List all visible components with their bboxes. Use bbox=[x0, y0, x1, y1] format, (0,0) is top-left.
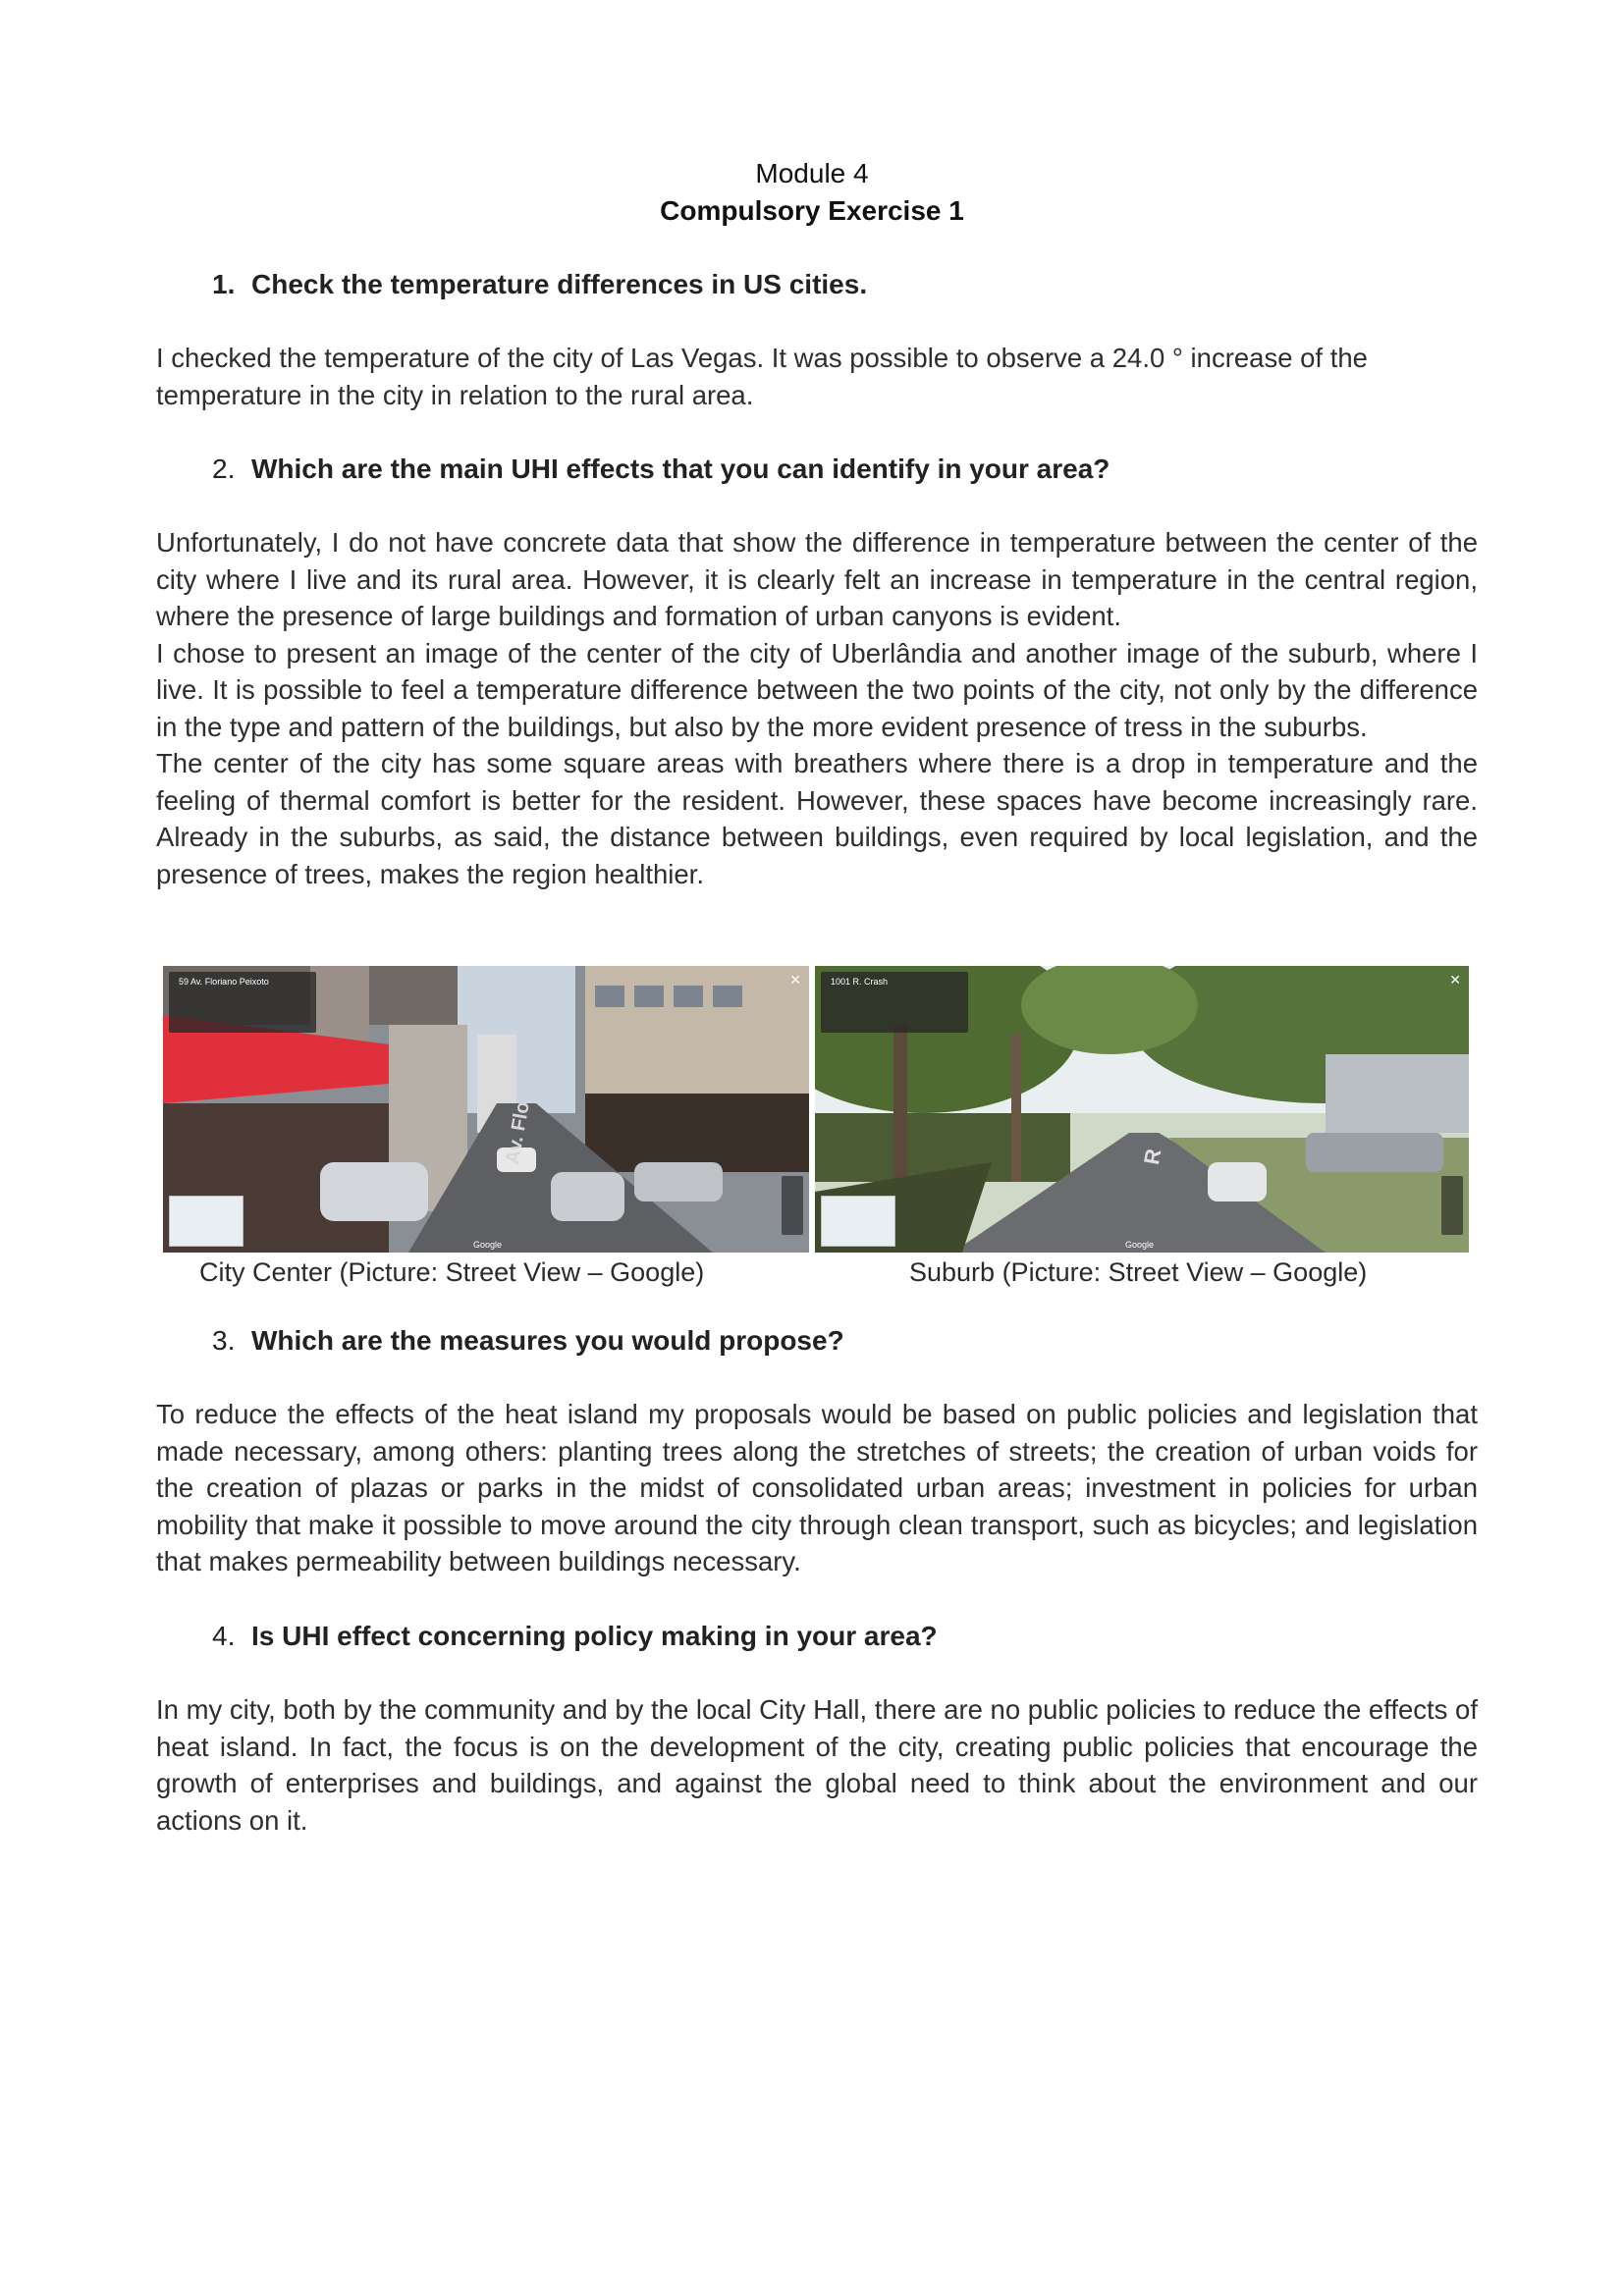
question-3-number: 3. bbox=[212, 1325, 236, 1356]
answer-4 bbox=[156, 1691, 1478, 1839]
answer-2-paragraph-1: Unfortunately, I do not have concrete data that show the difference in temperature between the center of the city where I live and its rural area. However, it is clearly felt an increase in temperature in the central region, where the presence of large buildings and formation of urban canyons is evident. bbox=[156, 527, 1478, 631]
exercise-title: Compulsory Exercise 1 bbox=[660, 195, 964, 226]
question-4-number: 4. bbox=[212, 1621, 236, 1651]
question-2-title: Which are the main UHI effects that you can identify in your area? bbox=[251, 454, 1110, 484]
question-1-number: 1. bbox=[212, 269, 236, 299]
street-view-info-panel bbox=[169, 972, 316, 1033]
google-logo: Google bbox=[1125, 1240, 1155, 1250]
street-label: R bbox=[1139, 1147, 1166, 1167]
answer-4-paragraph: In my city, both by the community and by the local City Hall, there are no public policies to reduce the effects of heat island. In fact, the focus is on the development of the city, creating public policies that encourage the growth of enterprises and buildings, and against the global need to think about the environment and our actions on it. bbox=[156, 1694, 1478, 1836]
question-4-heading bbox=[212, 1618, 938, 1655]
google-logo: Google bbox=[473, 1240, 503, 1250]
answer-3-paragraph: To reduce the effects of the heat island my proposals would be based on public policies and legislation that made necessary, among others: planting trees along the stretches of streets; the creation of urban voids for the creation of plazas or parks in the midst of consolidated urban areas; investment in policies for urban mobility that make it possible to move around the city through clean transport, such as bicycles; and legislation that makes permeability between buildings necessary. bbox=[156, 1399, 1478, 1576]
question-1-title: Check the temperature differences in US cities. bbox=[251, 269, 868, 299]
close-icon: ✕ bbox=[1449, 972, 1461, 988]
street-label: Av. Flo bbox=[502, 1099, 534, 1166]
zoom-controls-icon bbox=[782, 1176, 803, 1235]
question-4-title: Is UHI effect concerning policy making in your area? bbox=[251, 1621, 938, 1651]
answer-2-paragraph-2: I chose to present an image of the center of the city of Uberlândia and another image of the suburb, where I live. It is possible to feel a temperature difference between the two points of the city, not only by the difference in the type and pattern of the buildings, but also by the more evident presence of tress in the suburbs. bbox=[156, 637, 1478, 742]
zoom-controls-icon bbox=[1441, 1176, 1463, 1235]
question-2-heading bbox=[212, 451, 1110, 488]
street-view-minimap bbox=[169, 1196, 244, 1247]
question-2-number: 2. bbox=[212, 454, 236, 484]
answer-1-paragraph: I checked the temperature of the city of Las Vegas. It was possible to observe a 24.0 ° increase of the temperature in the city in relation to the rural area. bbox=[156, 343, 1368, 410]
module-heading: Module 4 bbox=[755, 158, 869, 188]
question-1-heading bbox=[212, 266, 867, 303]
answer-1 bbox=[156, 340, 1478, 413]
street-view-address: 1001 R. Crash bbox=[831, 977, 889, 987]
question-3-title: Which are the measures you would propose? bbox=[251, 1325, 844, 1356]
question-3-heading bbox=[212, 1322, 844, 1360]
close-icon: ✕ bbox=[789, 972, 801, 988]
answer-2-paragraph-3: The center of the city has some square areas with breathers where there is a drop in temperature and the feeling of thermal comfort is better for the resident. However, these spaces have become increasingly rare. Already in the suburbs, as said, the distance between buildings, even required by local legislation, and the presence of trees, makes the region healthier. bbox=[156, 748, 1478, 889]
answer-3 bbox=[156, 1396, 1478, 1580]
city-center-caption: City Center (Picture: Street View – Google) bbox=[199, 1257, 705, 1287]
suburb-caption: Suburb (Picture: Street View – Google) bbox=[909, 1257, 1368, 1287]
city-center-photo bbox=[163, 966, 809, 1253]
street-view-info-panel bbox=[821, 972, 968, 1033]
street-view-address: 59 Av. Floriano Peixoto bbox=[179, 977, 269, 987]
street-view-minimap bbox=[821, 1196, 895, 1247]
answer-2 bbox=[156, 524, 1478, 892]
suburb-photo bbox=[815, 966, 1469, 1253]
